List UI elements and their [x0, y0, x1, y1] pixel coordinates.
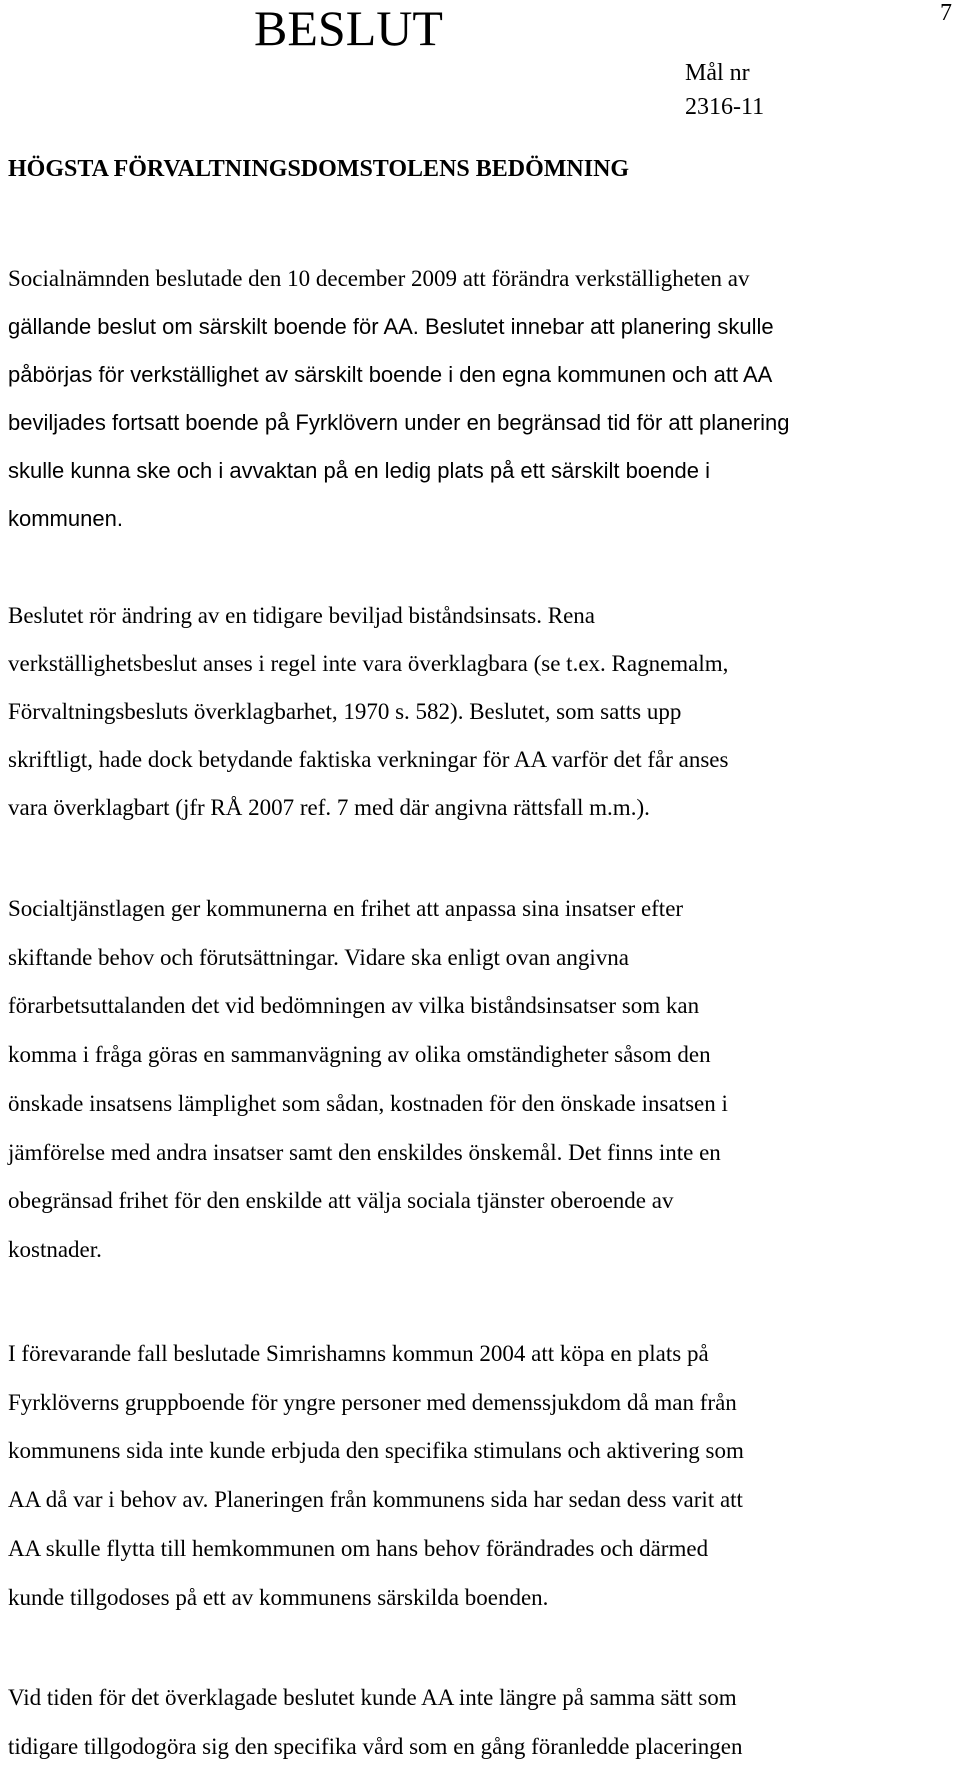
paragraph-line: gällande beslut om särskilt boende för AA. Beslutet innebar att planering skulle: [8, 314, 774, 339]
paragraph-line: tidigare tillgodogöra sig den specifika vård som en gång föranledde placeringen: [8, 1733, 743, 1759]
paragraph-line: beviljades fortsatt boende på Fyrklövern under en begränsad tid för att planering: [8, 410, 790, 435]
paragraph-line: verkställighetsbeslut anses i regel inte vara överklagbara (se t.ex. Ragnemalm,: [8, 651, 729, 676]
paragraph-line: obegränsad frihet för den enskilde att välja sociala tjänster oberoende av: [8, 1188, 674, 1214]
paragraph-line: skulle kunna ske och i avvaktan på en ledig plats på ett särskilt boende i: [8, 458, 710, 483]
paragraph-line: kostnader.: [8, 1236, 102, 1262]
paragraph-2: [8, 592, 930, 832]
paragraph-3: [8, 885, 930, 1275]
paragraph-line: skiftande behov och förutsättningar. Vidare ska enligt ovan angivna: [8, 944, 629, 970]
section-heading: HÖGSTA FÖRVALTNINGSDOMSTOLENS BEDÖMNING: [8, 156, 630, 182]
paragraph-line: vara överklagbart (jfr RÅ 2007 ref. 7 med där angivna rättsfall m.m.).: [8, 795, 650, 820]
paragraph-line: AA skulle flytta till hemkommunen om hans behov förändrades och därmed: [8, 1535, 709, 1561]
paragraph-line: komma i fråga göras en sammanvägning av olika omständigheter såsom den: [8, 1042, 711, 1068]
paragraph-line: Beslutet rör ändring av en tidigare beviljad biståndsinsats. Rena: [8, 603, 595, 628]
document-title: BESLUT: [254, 0, 443, 56]
paragraph-line: I förevarande fall beslutade Simrishamns kommun 2004 att köpa en plats på: [8, 1341, 709, 1366]
paragraph-line: Förvaltningsbesluts överklagbarhet, 1970 s. 582). Beslutet, som satts upp: [8, 699, 682, 724]
paragraph-line: jämförelse med andra insatser samt den enskildes önskemål. Det finns inte en: [8, 1139, 721, 1165]
paragraph-line: Vid tiden för det överklagade beslutet kunde AA inte längre på samma sätt som: [8, 1685, 737, 1710]
paragraph-line: AA då var i behov av. Planeringen från kommunens sida har sedan dess varit att: [8, 1487, 743, 1513]
case-number: 2316-11: [685, 94, 765, 120]
page-number: 7: [940, 0, 952, 26]
paragraph-line: kommunens sida inte kunde erbjuda den specifika stimulans och aktivering som: [8, 1438, 744, 1464]
paragraph-5: [8, 1674, 930, 1771]
paragraph-line: skriftligt, hade dock betydande faktiska verkningar för AA varför det får anses: [8, 747, 729, 772]
paragraph-line: kunde tillgodoses på ett av kommunens särskilda boenden.: [8, 1584, 549, 1610]
paragraph-line: påbörjas för verkställighet av särskilt boende i den egna kommunen och att AA: [8, 362, 773, 387]
case-number-block: [685, 56, 764, 124]
paragraph-line: kommunen.: [8, 506, 123, 531]
paragraph-1: [8, 255, 930, 543]
paragraph-line: förarbetsuttalanden det vid bedömningen av vilka biståndsinsatser som kan: [8, 993, 700, 1019]
paragraph-line: Fyrklöverns gruppboende för yngre personer med demenssjukdom då man från: [8, 1389, 737, 1415]
case-label: Mål nr: [685, 60, 750, 86]
paragraph-line: Socialnämnden beslutade den 10 december 2009 att förändra verkställigheten av: [8, 266, 750, 291]
paragraph-line: Socialtjänstlagen ger kommunerna en frihet att anpassa sina insatser efter: [8, 896, 684, 921]
paragraph-line: önskade insatsens lämplighet som sådan, kostnaden för den önskade insatsen i: [8, 1090, 728, 1116]
paragraph-4: [8, 1330, 930, 1622]
